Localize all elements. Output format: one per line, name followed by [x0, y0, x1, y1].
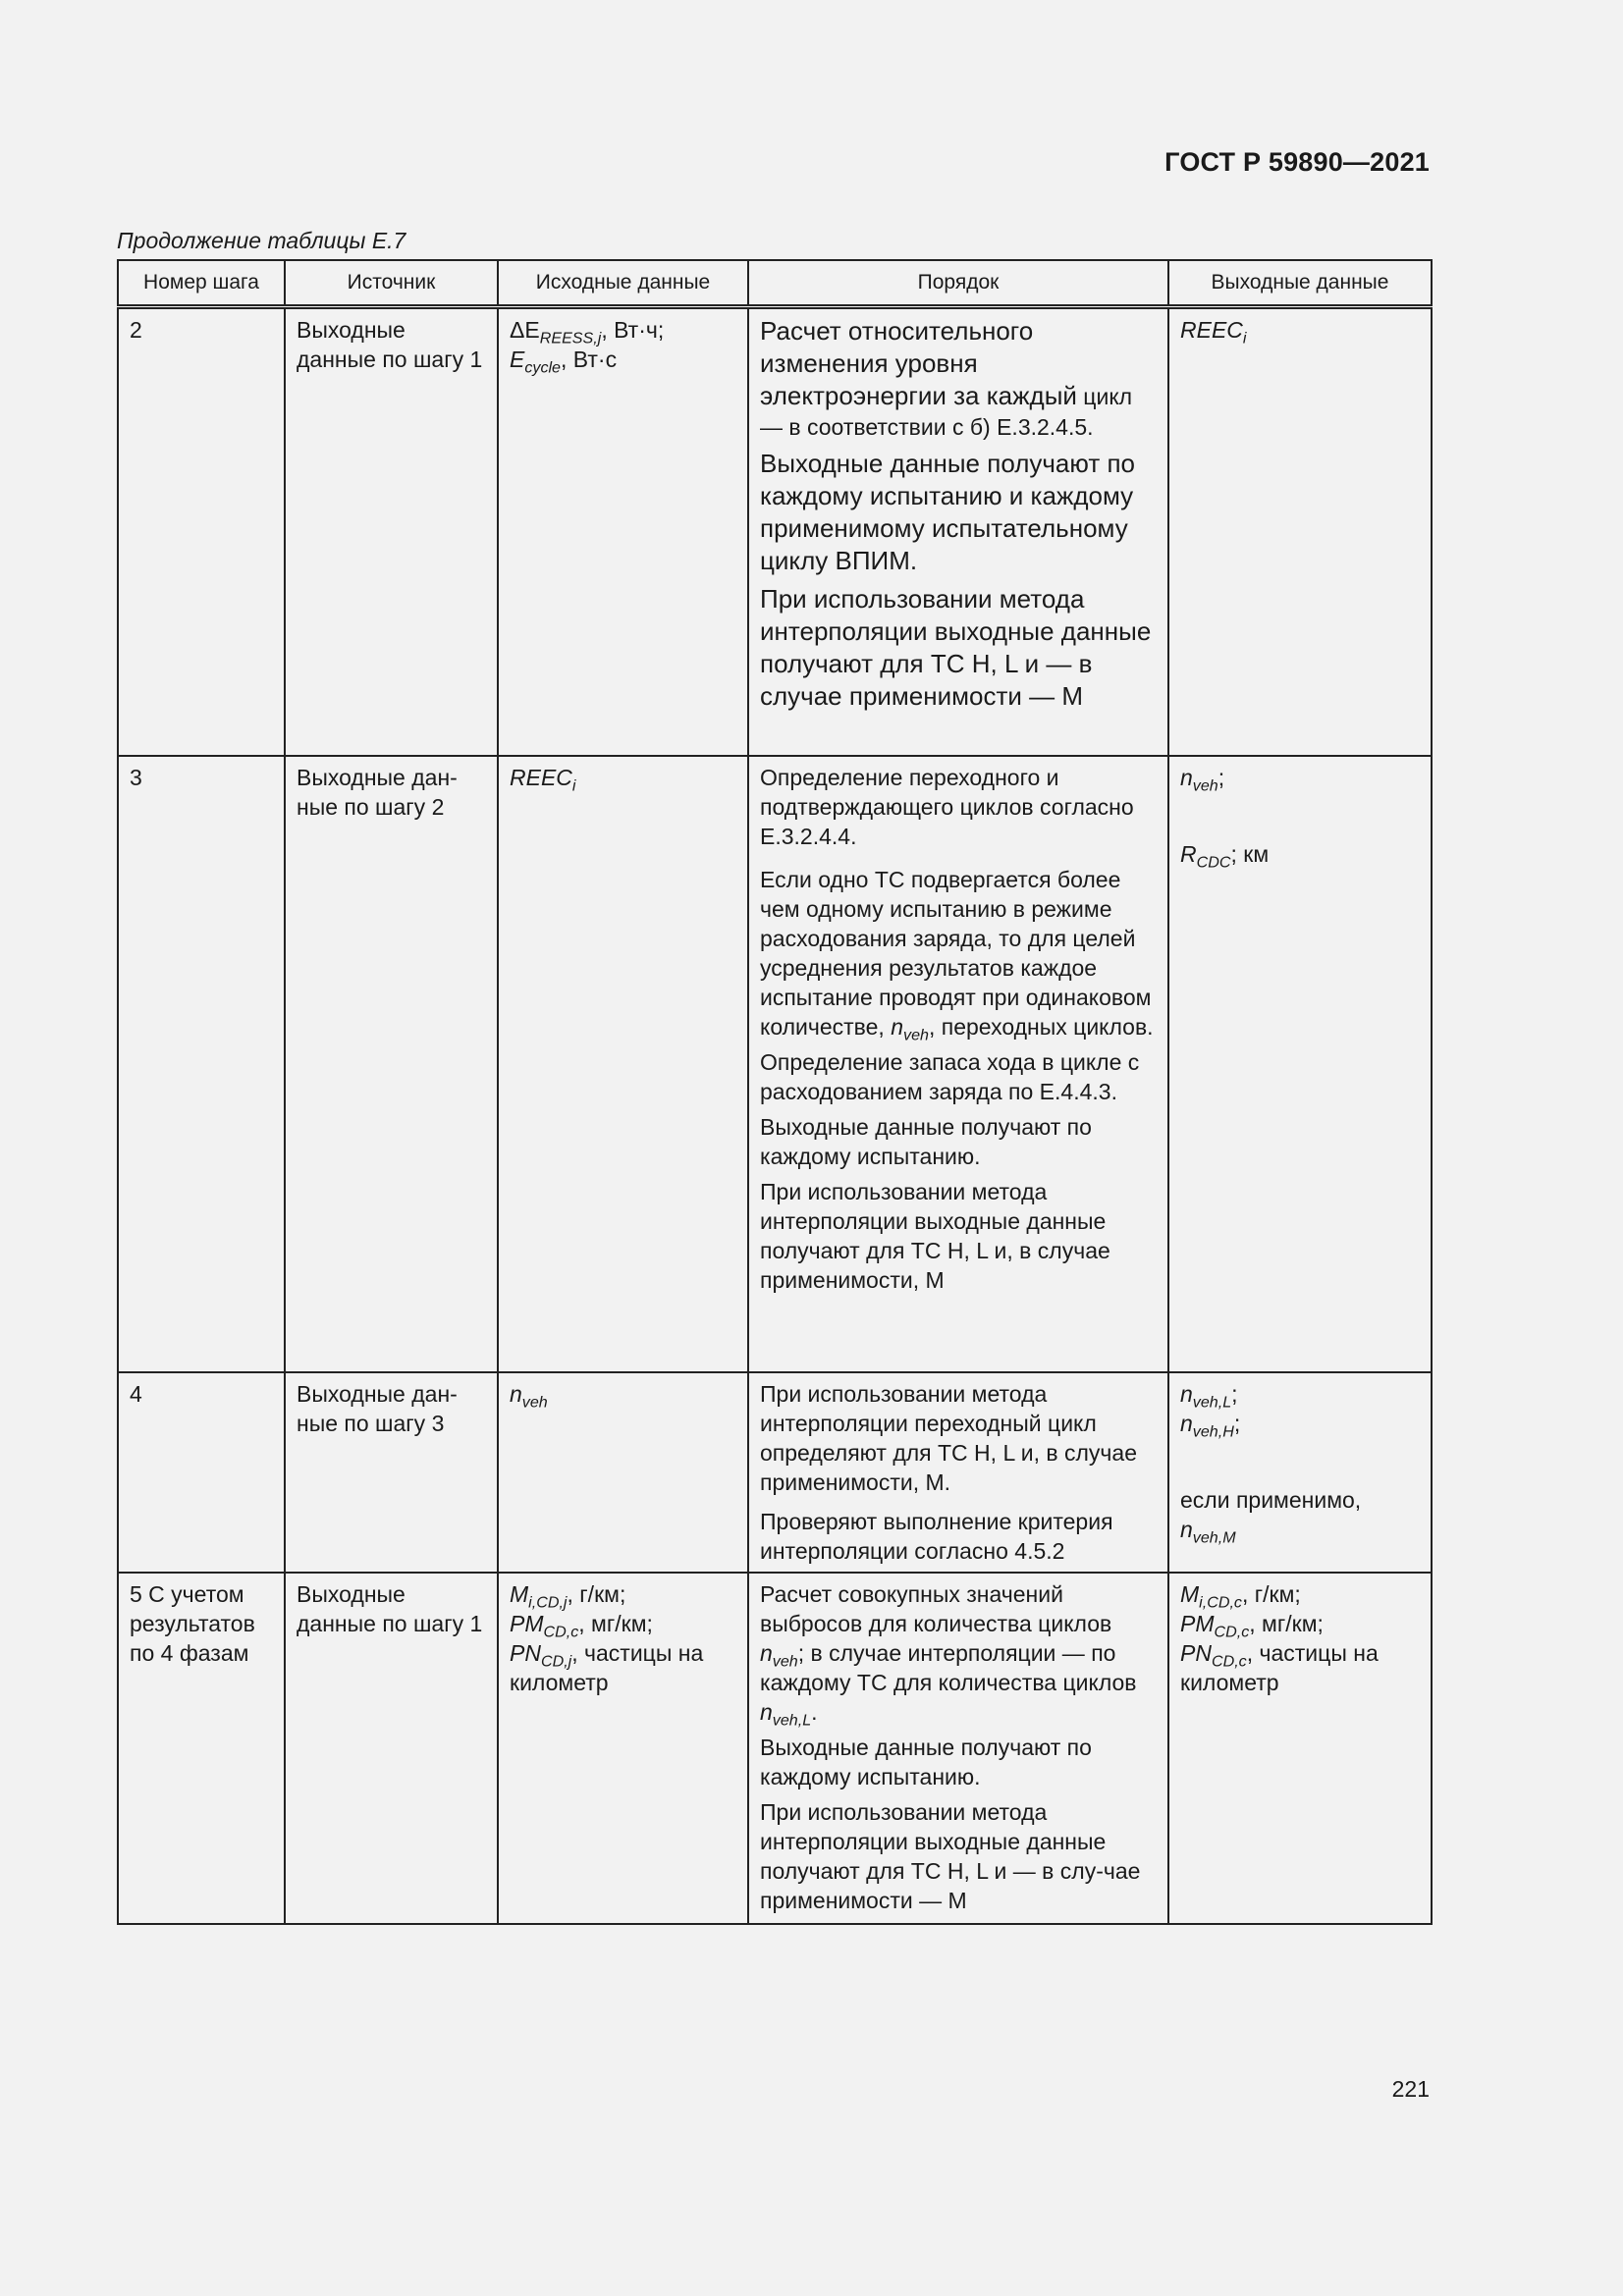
column-header-input: Исходные данные — [498, 260, 748, 307]
order-paragraph: При использовании метода интерполяции выходные данные получают для ТС Н, L и, в случае применимости, М — [760, 1179, 1110, 1293]
output-line: $n_{veh,L}$; — [1180, 1381, 1238, 1412]
output-line: $n_{veh,H}$; — [1180, 1411, 1241, 1441]
cell-input — [498, 1573, 748, 1924]
table-header-row — [118, 260, 1432, 307]
table-caption: Продолжение таблицы Е.7 — [117, 228, 406, 253]
table-row — [118, 1372, 1432, 1573]
cell-order — [748, 756, 1168, 1372]
order-paragraph: Расчет относительного изменения уровня электроэнергии за каждый цикл — в соответствии с б) Е.3.2.4.5. — [760, 316, 1133, 440]
output-line: $n_{veh}$; — [1180, 765, 1225, 795]
output-line: если применимо, — [1180, 1487, 1362, 1513]
input-line: $M_{i,CD,j}$, г/км; — [510, 1581, 626, 1612]
order-paragraph: Выходные данные получают по каждому испытанию. — [760, 1114, 1092, 1169]
order-paragraph: Выходные данные получают по каждому испытанию и каждому применимому испытательному циклу ВПИМ. — [760, 449, 1135, 575]
cell-input: $REEC_i$ — [498, 756, 748, 1372]
cell-output — [1168, 1573, 1432, 1924]
input-line: $PN_{CD,j}$, частицы на километр — [510, 1640, 704, 1695]
output-line: $R_{CDC}$; км — [1180, 841, 1270, 872]
input-line: $PM_{CD,c}$, мг/км; — [510, 1611, 653, 1641]
table-row — [118, 756, 1432, 1372]
cell-step: 2 — [118, 307, 285, 757]
cell-source: Выходные дан-ные по шагу 3 — [285, 1372, 498, 1573]
order-paragraph: При использовании метода интерполяции выходные данные получают для ТС Н, L и — в случае применимости — М — [760, 584, 1152, 711]
order-paragraph: Определение запаса хода в цикле с расходованием заряда по Е.4.4.3. — [760, 1049, 1140, 1104]
cell-output — [1168, 1372, 1432, 1573]
cell-order — [748, 1573, 1168, 1924]
output-line: $M_{i,CD,c}$, г/км; — [1180, 1581, 1301, 1612]
cell-input — [498, 307, 748, 757]
table-row — [118, 307, 1432, 757]
page-number: 221 — [1391, 2076, 1430, 2102]
cell-step: 3 — [118, 756, 285, 1372]
order-paragraph: Выходные данные получают по каждому испытанию. — [760, 1735, 1092, 1789]
output-line: $n_{veh,M}$ — [1180, 1517, 1236, 1547]
output-line: $PN_{CD,c}$, частицы на километр — [1180, 1640, 1379, 1695]
cell-step: 5 С учетом результатов по 4 фазам — [118, 1573, 285, 1924]
column-header-output: Выходные данные — [1168, 260, 1432, 307]
column-header-order: Порядок — [748, 260, 1168, 307]
input-line: $E_{cycle}$, Вт·с — [510, 347, 618, 377]
order-paragraph: Проверяют выполнение критерия интерполяции согласно 4.5.2 — [760, 1509, 1113, 1564]
cell-source: Выходные дан-ные по шагу 2 — [285, 756, 498, 1372]
cell-source: Выходные данные по шагу 1 — [285, 307, 498, 757]
input-line: $\Delta E_{REESS,j}$, Вт·ч; — [510, 317, 665, 347]
order-paragraph: Если одно ТС подвергается более чем одному испытанию в режиме расходования заряда, то для целей усреднения результатов каждое испытание проводят при одинаковом количестве, $n_{veh}$, переходных циклов. — [760, 867, 1154, 1044]
cell-source: Выходные данные по шагу 1 — [285, 1573, 498, 1924]
output-line: $PM_{CD,c}$, мг/км; — [1180, 1611, 1324, 1641]
cell-input: $n_{veh}$ — [498, 1372, 748, 1573]
cell-step: 4 — [118, 1372, 285, 1573]
order-paragraph: Расчет совокупных значений выбросов для количества циклов $n_{veh}$; в случае интерполяции — по каждому ТС для количества циклов $n_{veh,L}$. — [760, 1581, 1137, 1730]
cell-output — [1168, 756, 1432, 1372]
column-header-step: Номер шага — [118, 260, 285, 307]
steps-table — [117, 259, 1433, 1925]
order-paragraph: При использовании метода интерполяции переходный цикл определяют для ТС Н, L и, в случае применимости, М. — [760, 1381, 1137, 1495]
cell-output: $REEC_i$ — [1168, 307, 1432, 757]
column-header-source: Источник — [285, 260, 498, 307]
order-paragraph: Определение переходного и подтверждающего циклов согласно Е.3.2.4.4. — [760, 765, 1134, 849]
cell-order — [748, 1372, 1168, 1573]
cell-order — [748, 307, 1168, 757]
table-row — [118, 1573, 1432, 1924]
order-paragraph: При использовании метода интерполяции выходные данные получают для ТС Н, L и — в слу-чае применимости — М — [760, 1799, 1141, 1913]
document-id-header: ГОСТ Р 59890—2021 — [1164, 147, 1430, 177]
